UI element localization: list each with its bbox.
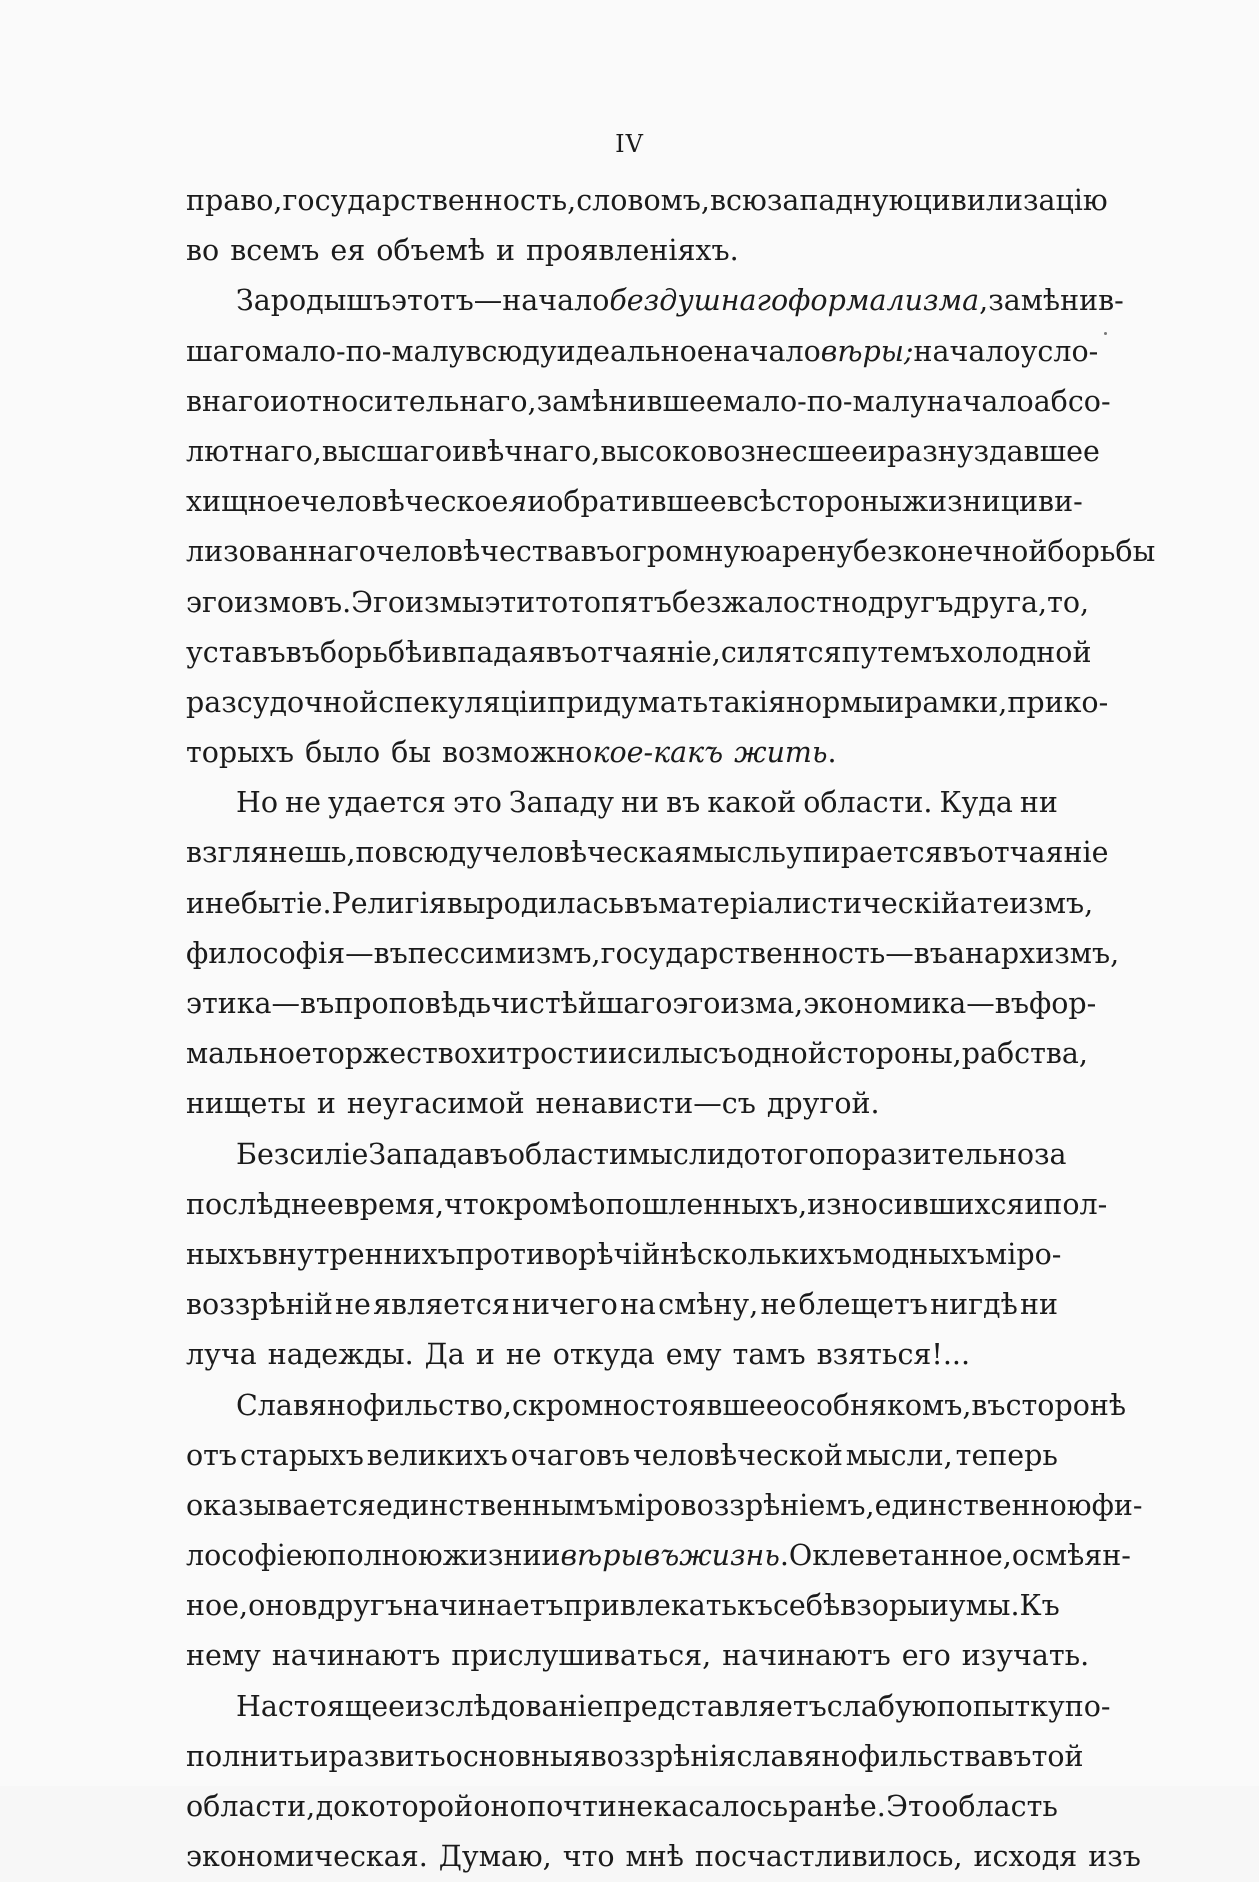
word: идеальное xyxy=(556,334,714,368)
word: и xyxy=(867,434,887,468)
word: міро- xyxy=(985,1237,1062,1271)
word: спекуляціи xyxy=(378,685,548,719)
word: изъ xyxy=(1088,1840,1141,1874)
word: оно xyxy=(248,1589,302,1623)
word: мнѣ xyxy=(625,1840,684,1874)
word: отъ xyxy=(186,1438,238,1472)
word: жизни xyxy=(901,485,1001,519)
word: пол- xyxy=(1043,1187,1108,1221)
word: лософіею xyxy=(186,1539,328,1573)
word: единственною xyxy=(874,1488,1092,1522)
word: неугасимой xyxy=(346,1087,525,1121)
word: рамки, xyxy=(904,685,1008,719)
word: ивѣры xyxy=(541,1539,644,1573)
word: его xyxy=(901,1639,951,1673)
word: вознесшее xyxy=(707,434,868,468)
word: которой xyxy=(350,1790,473,1823)
word: хищное xyxy=(186,485,301,519)
word: оказывается xyxy=(186,1488,376,1522)
word: Къ xyxy=(1019,1589,1060,1623)
word: слабую xyxy=(826,1689,937,1723)
word: мало-по-малу xyxy=(722,384,927,418)
word: шаго xyxy=(186,334,262,368)
word: и xyxy=(475,1338,495,1372)
word: друга, xyxy=(953,585,1048,619)
word: начало xyxy=(926,384,1034,418)
word: человѣческой xyxy=(632,1438,843,1472)
word: всѣ xyxy=(726,485,776,519)
text-line xyxy=(186,1431,1058,1481)
word: атеизмъ, xyxy=(959,886,1094,920)
word: время, xyxy=(343,1187,445,1221)
text-line xyxy=(186,979,1097,1029)
word: этотъ—началобездушнаго xyxy=(391,284,789,318)
word: упирается xyxy=(785,836,943,870)
word: отчаяніе, xyxy=(580,635,721,669)
text-line xyxy=(186,477,1083,527)
word: Да xyxy=(424,1338,465,1372)
word: и xyxy=(186,886,205,920)
word: ни xyxy=(621,786,660,820)
text-line xyxy=(186,1631,1090,1681)
word: умы. xyxy=(948,1589,1020,1623)
word: въ xyxy=(942,836,977,870)
word: взяться!... xyxy=(816,1338,971,1372)
word: пессимизмъ, xyxy=(407,936,601,970)
word: Безсиліе xyxy=(236,1137,369,1171)
word: лютнаго, xyxy=(186,434,322,468)
word: другъ xyxy=(867,585,954,619)
text-line xyxy=(186,778,1058,828)
word: почти xyxy=(527,1790,617,1823)
word: и xyxy=(422,635,442,669)
text-line xyxy=(186,1832,1141,1882)
word: и xyxy=(316,1087,336,1121)
word: стороны, xyxy=(826,1037,962,1071)
word: формализма, xyxy=(788,284,989,318)
word: человѣчества xyxy=(375,535,581,569)
word: экономика—въ xyxy=(803,987,1029,1020)
word: всюду xyxy=(465,334,557,368)
word: ко- xyxy=(1063,685,1109,719)
word: Куда xyxy=(939,786,1013,820)
word: эгоизма, xyxy=(672,987,804,1020)
word: и xyxy=(929,1589,949,1623)
text-line xyxy=(186,1732,1084,1782)
text-line xyxy=(186,728,1058,778)
word: то xyxy=(535,585,569,619)
word: и xyxy=(885,685,905,719)
word: осмѣян- xyxy=(1011,1539,1131,1573)
word: бы xyxy=(391,736,432,770)
word: нигдѣ xyxy=(930,1288,1018,1322)
word: всю xyxy=(710,184,767,217)
word: мысли xyxy=(628,1137,726,1171)
word: смѣну, xyxy=(658,1288,759,1322)
word: исходя xyxy=(973,1840,1078,1874)
body-text xyxy=(186,176,1156,1882)
word: на xyxy=(619,1288,656,1322)
text-line xyxy=(186,929,1120,979)
word: развить xyxy=(328,1739,446,1773)
text-line xyxy=(186,1079,1058,1129)
word: замѣнившее xyxy=(536,384,723,418)
word: человѣческоея xyxy=(300,485,528,519)
word: проявленіяхъ. xyxy=(525,234,739,268)
word: не xyxy=(335,1288,371,1322)
word: сторонѣ xyxy=(1005,1388,1127,1422)
word: всемъ xyxy=(230,234,320,268)
word: человѣческая xyxy=(482,836,692,870)
word: словомъ, xyxy=(576,184,710,217)
word: во xyxy=(186,234,220,268)
word: западную xyxy=(766,184,914,217)
word: не xyxy=(760,1288,797,1322)
word: при xyxy=(1007,685,1064,719)
text-line xyxy=(186,1581,1058,1631)
word: безконечной xyxy=(852,535,1048,569)
word: взглянешь, xyxy=(186,836,356,870)
word: взоры xyxy=(840,1589,930,1623)
text-line xyxy=(186,1180,1108,1230)
word: что xyxy=(562,1840,615,1874)
word: начало xyxy=(913,334,1021,368)
word: одной xyxy=(736,1037,827,1071)
word: Это xyxy=(886,1790,941,1823)
word: впадая xyxy=(441,635,546,669)
paragraph xyxy=(186,1130,1108,1381)
word: не xyxy=(617,1790,654,1823)
word: силятся xyxy=(720,635,842,669)
text-line xyxy=(186,879,1094,929)
text-line xyxy=(186,527,1156,577)
word: и xyxy=(452,434,472,468)
word: оно xyxy=(473,1790,527,1823)
word: области. xyxy=(803,786,933,820)
text-line xyxy=(186,377,1111,427)
word: жизнь. xyxy=(679,1539,789,1573)
word: и xyxy=(607,1037,627,1071)
word: возможнокое-какъ xyxy=(442,736,724,770)
word: арену xyxy=(765,535,853,569)
paragraph xyxy=(186,778,1120,1129)
word: очаговъ xyxy=(510,1438,631,1472)
word: государственность, xyxy=(282,184,577,217)
word: силы xyxy=(626,1037,703,1071)
word: къ xyxy=(737,1589,773,1623)
word: высоко xyxy=(600,434,708,468)
word: области xyxy=(507,1137,629,1171)
word: борьбы xyxy=(1047,535,1156,569)
word: послѣднее xyxy=(186,1187,344,1221)
word: касалось xyxy=(653,1790,789,1823)
word: Западу xyxy=(508,786,614,820)
word: жить. xyxy=(734,736,837,770)
word: это xyxy=(452,786,502,820)
word: того xyxy=(760,1137,826,1171)
word: ни xyxy=(1019,1288,1058,1322)
word: до xyxy=(315,1790,351,1823)
word: противорѣчій xyxy=(455,1237,661,1271)
word: съ xyxy=(702,1037,737,1071)
word: внутреннихъ xyxy=(261,1237,456,1271)
word: Зародышъ xyxy=(236,284,392,318)
word: мысли, xyxy=(845,1438,953,1472)
word: привлекать xyxy=(563,1589,737,1623)
word: удается xyxy=(328,786,446,820)
word: этика—въ xyxy=(186,987,335,1020)
word: полною xyxy=(327,1539,443,1573)
text-line xyxy=(186,276,1124,326)
word: ранѣе. xyxy=(788,1790,886,1823)
word: тамъ xyxy=(732,1338,806,1372)
word: проповѣдь xyxy=(334,987,492,1020)
word: хитрости xyxy=(471,1037,608,1071)
word: въ xyxy=(997,1739,1032,1773)
paragraph xyxy=(186,176,1108,276)
word: по- xyxy=(1064,1689,1111,1723)
word: нормы xyxy=(785,685,886,719)
word: торыхъ xyxy=(186,736,295,770)
word: откуда xyxy=(552,1338,655,1372)
word: мало-по-малу xyxy=(261,334,466,368)
word: въ xyxy=(643,1539,680,1573)
word: теперь xyxy=(955,1438,1058,1472)
word: основныя xyxy=(445,1739,591,1773)
word: въ xyxy=(545,635,581,669)
word: мальное xyxy=(186,1037,312,1071)
word: поразительно xyxy=(825,1137,1035,1171)
text-line xyxy=(186,327,1099,377)
word: скромно xyxy=(512,1388,640,1422)
word: области, xyxy=(186,1790,316,1823)
word: мысль xyxy=(691,836,786,870)
word: такія xyxy=(708,685,786,719)
word: модныхъ xyxy=(852,1237,986,1271)
word: небытіе. xyxy=(205,886,332,920)
word: было xyxy=(305,736,381,770)
text-line xyxy=(186,1481,1143,1531)
text-line xyxy=(186,1130,1067,1180)
word: полнить xyxy=(186,1739,310,1773)
word: Настоящее xyxy=(236,1689,405,1723)
word: и xyxy=(1024,1187,1044,1221)
word: не xyxy=(505,1338,542,1372)
word: въ xyxy=(580,535,615,569)
word: начинаютъ xyxy=(722,1639,891,1673)
word: топятъ xyxy=(568,585,672,619)
word: блещетъ xyxy=(798,1288,928,1322)
word: то, xyxy=(1047,585,1090,619)
word: начинаетъ xyxy=(403,1589,564,1623)
word: право, xyxy=(186,184,283,217)
word: опошленныхъ, xyxy=(588,1187,808,1221)
text-line xyxy=(186,628,1092,678)
word: повсюду xyxy=(355,836,483,870)
word: изслѣдованіе xyxy=(404,1689,604,1723)
word: и xyxy=(270,384,290,418)
word: началовѣры; xyxy=(713,334,914,368)
word: отчаяніе xyxy=(976,836,1109,870)
word: придумать xyxy=(547,685,709,719)
word: въ xyxy=(971,1388,1006,1422)
word: эгоизмовъ. xyxy=(186,585,352,619)
word: фи- xyxy=(1091,1488,1143,1522)
word: рабства, xyxy=(961,1037,1088,1071)
word: лизованнаго xyxy=(186,535,376,569)
word: великихъ xyxy=(366,1438,508,1472)
word: усло- xyxy=(1020,334,1099,368)
word: ныхъ xyxy=(186,1237,262,1271)
word: себѣ xyxy=(772,1589,841,1623)
word: ни xyxy=(1019,786,1058,820)
word: въ xyxy=(473,1137,508,1171)
word: за xyxy=(1034,1137,1067,1171)
word: фор- xyxy=(1028,987,1097,1020)
word: обратившее xyxy=(546,485,727,519)
word: холодной xyxy=(950,635,1092,669)
word: замѣнив- xyxy=(988,284,1124,318)
word: до xyxy=(725,1137,761,1171)
text-line xyxy=(186,1280,1058,1330)
word: объемѣ xyxy=(376,234,485,268)
word: надежды. xyxy=(267,1338,414,1372)
word: цивилизацію xyxy=(913,184,1108,217)
word: нѣсколькихъ xyxy=(660,1237,853,1271)
word: и xyxy=(309,1739,329,1773)
word: Но xyxy=(236,786,279,820)
word: относительнаго, xyxy=(289,384,537,418)
word: государственность—въ xyxy=(600,936,948,970)
word: Эгоизмы xyxy=(351,585,485,619)
word: ненависти—съ xyxy=(535,1087,756,1121)
word: торжество xyxy=(311,1037,471,1071)
word: абсо- xyxy=(1033,384,1111,418)
text-line xyxy=(186,226,1058,276)
word: нему xyxy=(186,1639,261,1673)
word: воззрѣнія xyxy=(590,1739,737,1773)
text-line xyxy=(186,1230,1062,1280)
word: старыхъ xyxy=(240,1438,364,1472)
word: выродилась xyxy=(446,886,624,920)
word: чистѣйшаго xyxy=(491,987,673,1020)
word: ное, xyxy=(186,1589,249,1623)
word: область xyxy=(941,1790,1058,1823)
word: міровоззрѣніемъ, xyxy=(613,1488,875,1522)
word: не xyxy=(285,786,321,820)
word: славянофильства xyxy=(736,1739,998,1773)
text-line xyxy=(186,1531,1131,1581)
word: матеріалистическій xyxy=(658,886,960,920)
word: борьбѣ xyxy=(319,635,423,669)
text-line xyxy=(186,1330,1058,1380)
text-line xyxy=(186,176,1108,226)
word: огромную xyxy=(614,535,766,569)
word: стоявшее xyxy=(639,1388,783,1422)
word: и xyxy=(527,485,547,519)
word: кромѣ xyxy=(495,1187,589,1221)
word: въ xyxy=(623,886,659,920)
word: износившихся xyxy=(807,1187,1025,1221)
paragraph xyxy=(186,276,1156,778)
word: ничего xyxy=(511,1288,618,1322)
word: внаго xyxy=(186,384,271,418)
word: философія—въ xyxy=(186,936,408,970)
word: той xyxy=(1031,1739,1084,1773)
word: нищеты xyxy=(186,1087,306,1121)
word: анархизмъ, xyxy=(947,936,1120,970)
word: особнякомъ, xyxy=(782,1388,972,1422)
text-line xyxy=(186,828,1109,878)
word: Религія xyxy=(331,886,447,920)
word: ему xyxy=(665,1338,722,1372)
word: въ xyxy=(285,635,320,669)
word: разсудочной xyxy=(186,685,379,719)
word: безжалостно xyxy=(671,585,868,619)
word: попытку xyxy=(936,1689,1065,1723)
word: представляетъ xyxy=(603,1689,827,1723)
word: путемъ xyxy=(841,635,951,669)
word: Оклеветанное, xyxy=(788,1539,1012,1573)
text-line xyxy=(186,427,1100,477)
word: циви- xyxy=(1000,485,1083,519)
word: изучать. xyxy=(961,1639,1090,1673)
page-number: IV xyxy=(615,130,644,158)
word: начинаютъ xyxy=(271,1639,441,1673)
word: какой xyxy=(707,786,797,820)
word: и xyxy=(495,234,515,268)
word: что xyxy=(444,1187,496,1221)
word: въ xyxy=(666,786,701,820)
word: уставъ xyxy=(186,635,286,669)
word: посчастливилось, xyxy=(694,1840,963,1874)
word: Славянофильство, xyxy=(236,1388,512,1422)
text-line xyxy=(186,1029,1088,1079)
word: прислушиваться, xyxy=(451,1639,712,1673)
word: вдругъ xyxy=(301,1589,404,1623)
text-line xyxy=(186,678,1109,728)
word: высшаго xyxy=(321,434,453,468)
word: стороны xyxy=(775,485,902,519)
word: единственнымъ xyxy=(375,1488,614,1522)
word: воззрѣній xyxy=(186,1288,333,1322)
word: Думаю, xyxy=(438,1840,552,1874)
word: вѣчнаго, xyxy=(471,434,601,468)
text-line xyxy=(186,1782,1058,1832)
word: жизни xyxy=(442,1539,542,1573)
text-line xyxy=(186,1381,1127,1431)
word: ея xyxy=(330,234,366,268)
word: является xyxy=(373,1288,510,1322)
paragraph xyxy=(186,1682,1141,1882)
text-line xyxy=(186,578,1090,628)
word: другой. xyxy=(766,1087,880,1121)
word: разнуздавшее xyxy=(886,434,1100,468)
word: луча xyxy=(186,1338,257,1372)
text-line xyxy=(186,1682,1111,1732)
word: экономическая. xyxy=(186,1840,428,1874)
word: эти xyxy=(484,585,536,619)
word: Запада xyxy=(368,1137,474,1171)
print-speck xyxy=(1104,332,1107,335)
paragraph xyxy=(186,1381,1143,1682)
